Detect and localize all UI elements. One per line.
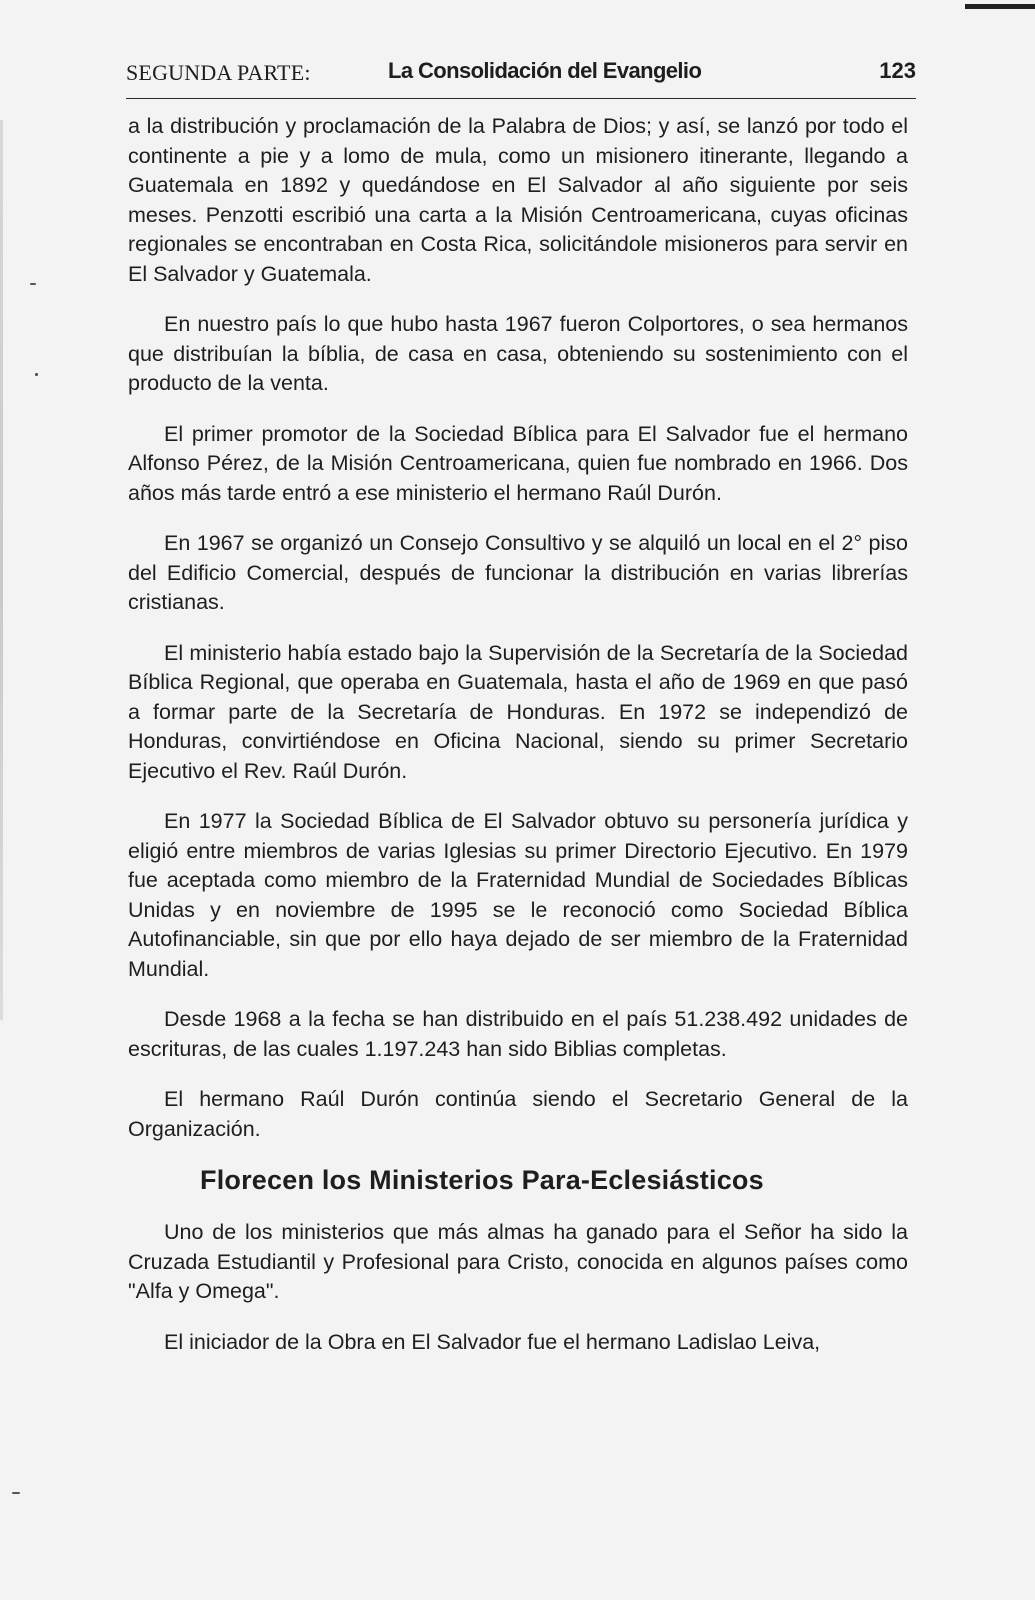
running-header xyxy=(126,54,916,99)
paragraph: El hermano Raúl Durón continúa siendo el Secretario General de la Organización. xyxy=(128,1087,908,1141)
paragraph: El primer promotor de la Sociedad Bíblica para El Salvador fue el hermano Alfonso Pérez, de la Misión Centroamericana, quien fue nombrado en 1966. Dos años más tarde entró a ese ministerio el hermano Raúl Durón. xyxy=(128,421,908,505)
page-number: 123 xyxy=(879,58,916,83)
header-section-label: SEGUNDA PARTE: xyxy=(126,60,311,85)
paragraph: El ministerio había estado bajo la Supervisión de la Secretaría de la Sociedad Bíblica Regional, que operaba en Guatemala, hasta el año de 1969 en que pasó a formar parte de la Secretaría de Honduras. En 1972 se independizó de Honduras, convirtiéndose en Oficina Nacional, siendo su primer Secretario Ejecutivo el Rev. Raúl Durón. xyxy=(128,640,908,783)
paragraph: En 1967 se organizó un Consejo Consultivo y se alquiló un local en el 2° piso del Edificio Comercial, después de funcionar la distribución en varias librerías cristianas. xyxy=(128,531,908,614)
scan-edge-shadow xyxy=(0,120,3,1020)
scan-artifact-bar xyxy=(965,4,1035,9)
paragraph: a la distribución y proclamación de la Palabra de Dios; y así, se lanzó por todo el continente a pie y a lomo de mula, como un misionero itinerante, llegando a Guatemala en 1892 y quedándose en El Salvador al año siguiente por seis meses. Penzotti escribió una carta a la Misión Centroamericana, cuyas oficinas regionales se encontraban en Costa Rica, solicitándole misioneros para servir en El Salvador y Guatemala. xyxy=(128,114,908,286)
paragraph: Desde 1968 a la fecha se han distribuido en el país 51.238.492 unidades de escrituras, de las cuales 1.197.243 han sido Biblias completas. xyxy=(128,1007,908,1061)
paragraph: El iniciador de la Obra en El Salvador fue el hermano Ladislao Leiva, xyxy=(164,1329,821,1354)
scan-speck xyxy=(30,283,36,285)
body-text xyxy=(128,112,908,1378)
paragraph: En nuestro país lo que hubo hasta 1967 fueron Colportores, o sea hermanos que distribuían la bíblia, de casa en casa, obteniendo su sostenimiento con el producto de la venta. xyxy=(128,312,908,395)
header-chapter-title: La Consolidación del Evangelio xyxy=(388,58,702,83)
paragraph: Uno de los ministerios que más almas ha ganado para el Señor ha sido la Cruzada Estudiantil y Profesional para Cristo, conocida en algunos países como "Alfa y Omega". xyxy=(128,1220,908,1303)
scan-speck xyxy=(12,1492,20,1494)
scan-speck xyxy=(35,373,38,376)
paragraph: En 1977 la Sociedad Bíblica de El Salvador obtuvo su personería jurídica y eligió entre miembros de varias Iglesias su primer Directorio Ejecutivo. En 1979 fue aceptada como miembro de la Fraternidad Mundial de Sociedades Bíblicas Unidas y en noviembre de 1995 se le reconoció como Sociedad Bíblica Autofinanciable, sin que por ello haya dejado de ser miembro de la Fraternidad Mundial. xyxy=(128,809,908,981)
section-heading: Florecen los Ministerios Para-Eclesiásticos xyxy=(200,1165,764,1195)
